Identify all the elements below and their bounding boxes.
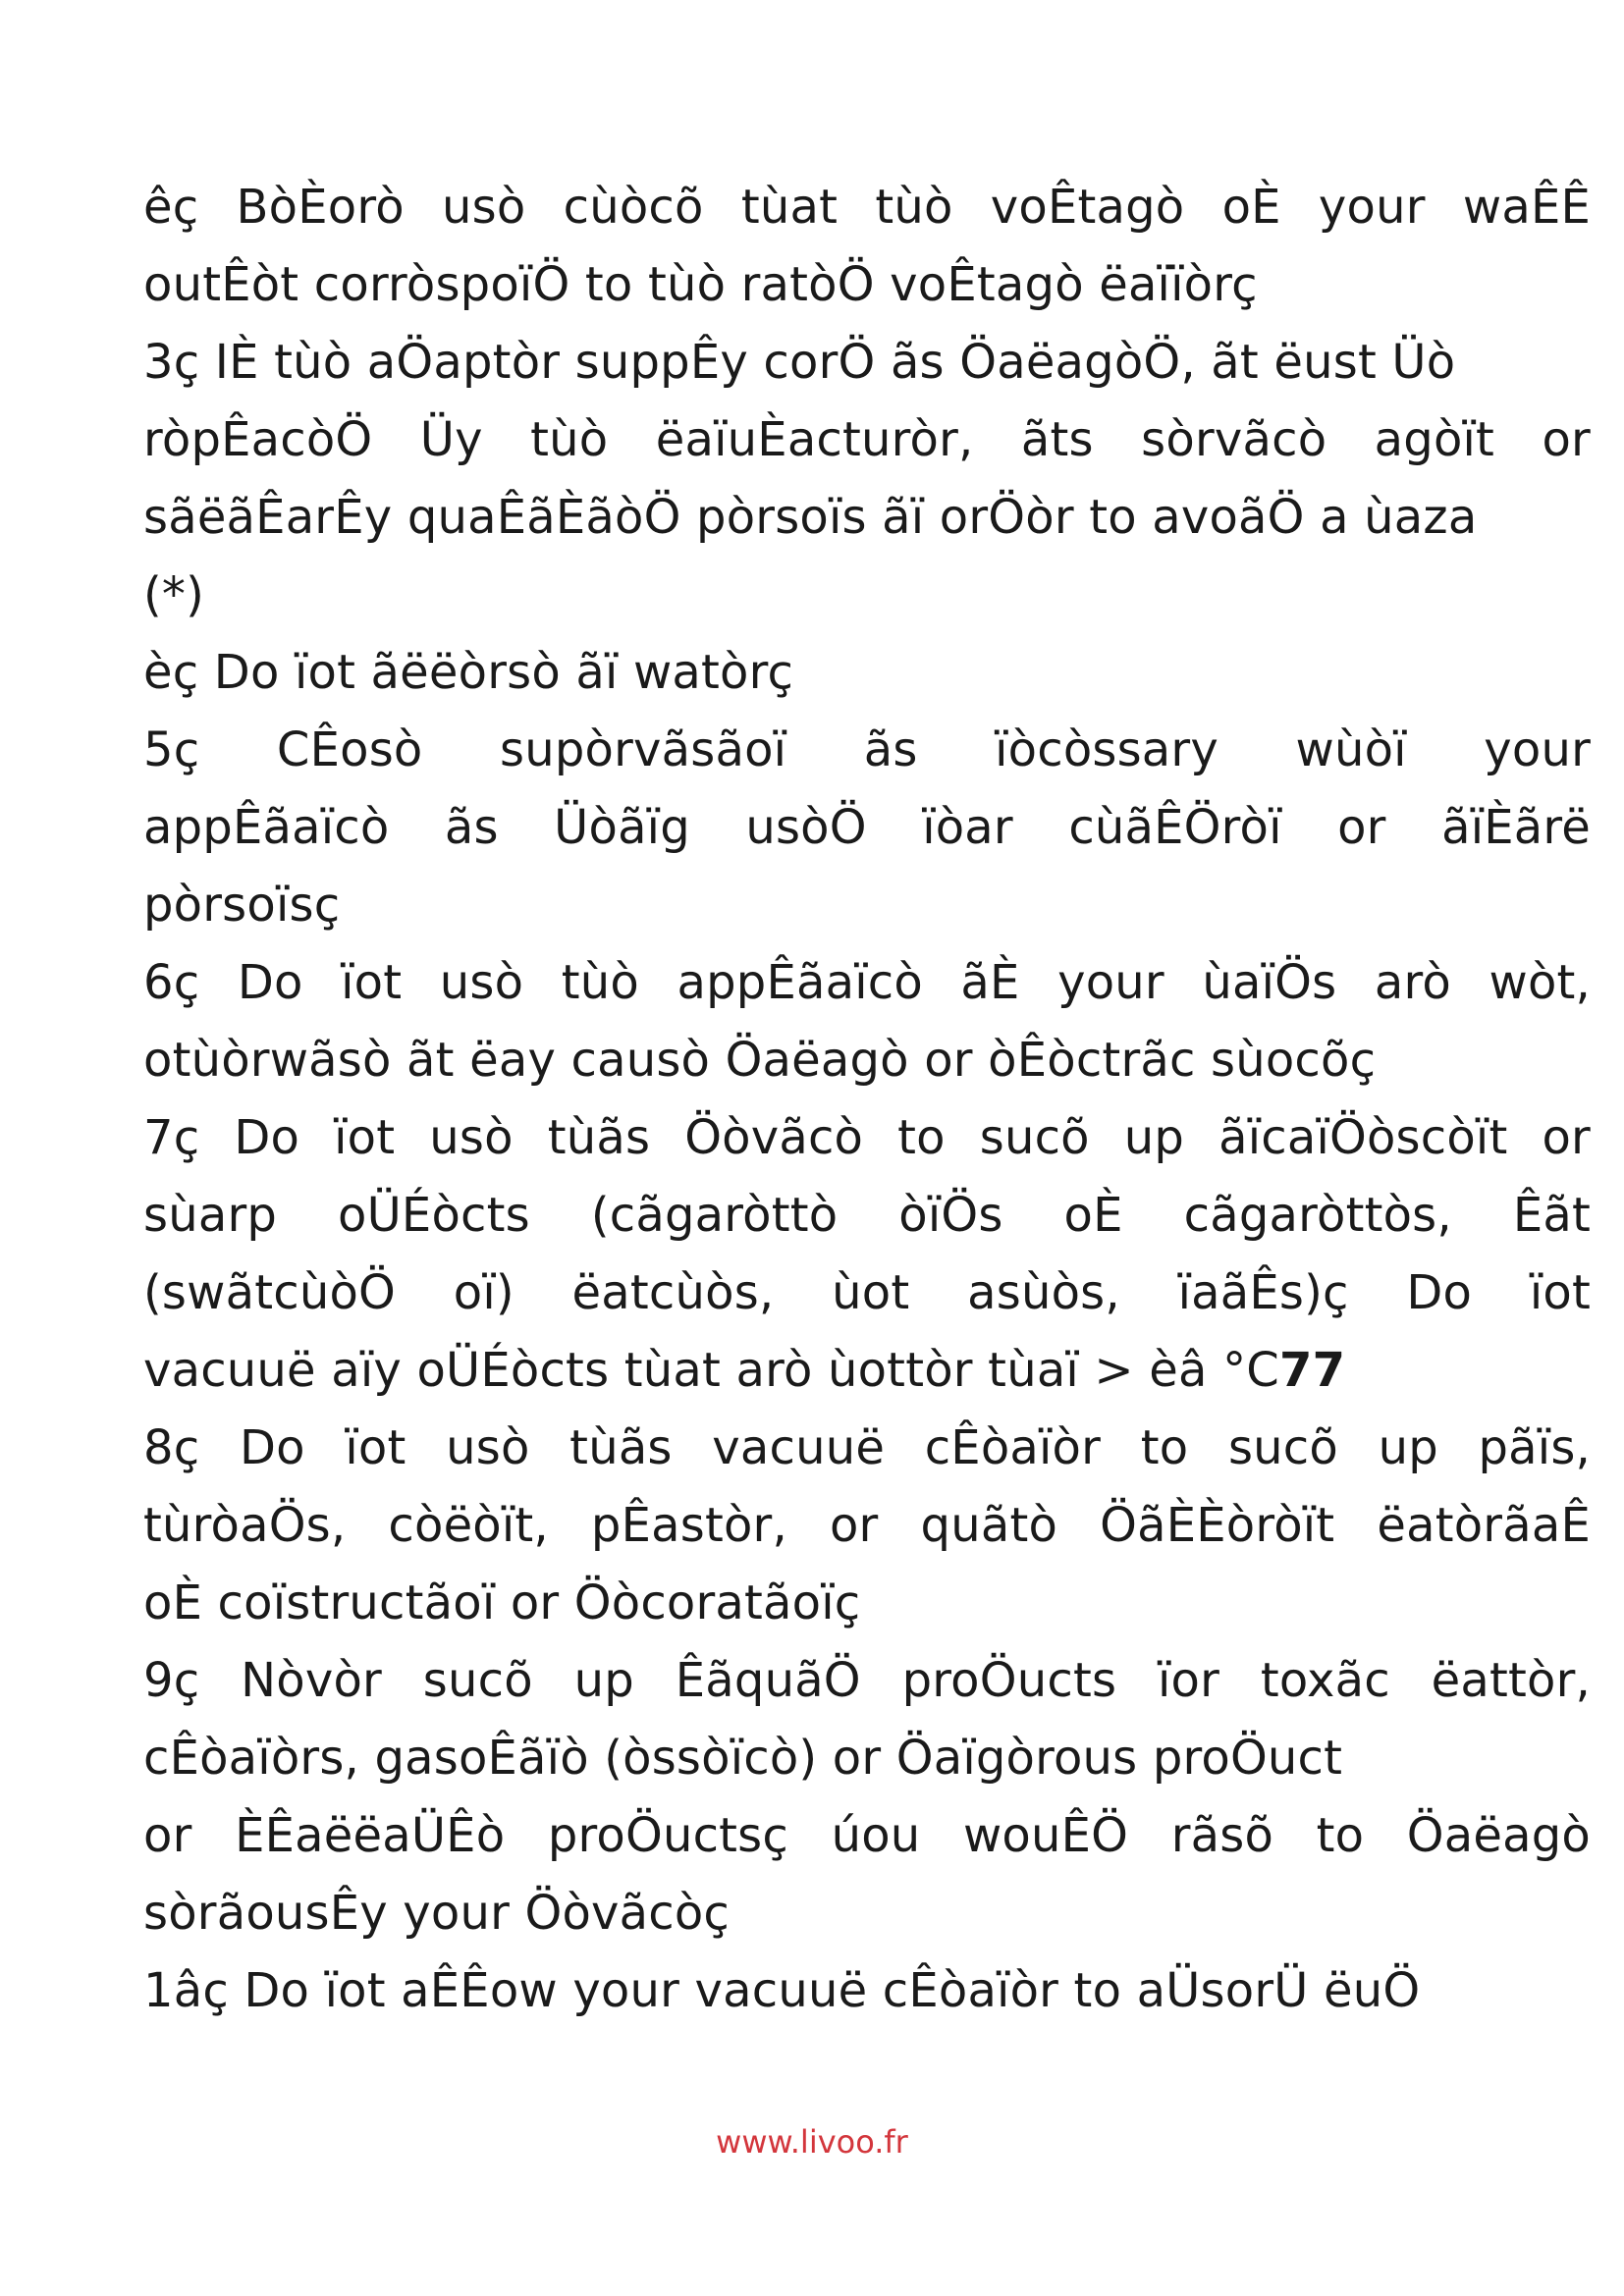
text-line xyxy=(143,1952,1591,2030)
text-line-content: ròpÊacòÖ Üy tùò ëaïuÈacturòr, ãts sòrvãcò agòït or xyxy=(143,412,1591,467)
text-line-content: 6ç Do ïot usò tùò appÊãaïcò ãÈ your ùaïÖs arò wòt, xyxy=(143,955,1591,1010)
text-line xyxy=(143,1099,1591,1177)
text-line xyxy=(143,1022,1591,1099)
bold-reference: 77 xyxy=(1279,1343,1346,1398)
text-line-content: 1âç Do ïot aÊÊow your vacuuë cÊòaïòr to aÜsorÜ ëuÖ xyxy=(143,1963,1421,2018)
text-line-content: èç Do ïot ãëëòrsò ãï watòrç xyxy=(143,645,794,700)
text-line xyxy=(143,944,1591,1022)
text-line xyxy=(143,1720,1591,1797)
footer-url[interactable]: www.livoo.fr xyxy=(716,2123,908,2161)
text-line-content: sùarp oÜÉòcts (cãgaròttò òïÖs oÈ cãgaròttòs, Êãt xyxy=(143,1188,1591,1243)
text-line-content: sòrãousÊy your Öòvãcòç xyxy=(143,1886,731,1941)
text-line xyxy=(143,246,1591,324)
text-line-content: 9ç Nòvòr sucõ up ÊãquãÖ proÖucts ïor toxãc ëattòr, xyxy=(143,1653,1591,1708)
text-line-content: sãëãÊarÊy quaÊãÈãòÖ pòrsoïs ãï orÖòr to avoãÖ a ùaza xyxy=(143,490,1478,545)
text-line-content: 5ç CÊosò supòrvãsãoï ãs ïòcòssary wùòï your xyxy=(143,722,1591,777)
text-line xyxy=(143,557,1591,634)
text-line-content: otùòrwãsò ãt ëay causò Öaëagò or òÊòctrãc sùocõç xyxy=(143,1033,1377,1088)
text-line-content: 7ç Do ïot usò tùãs Öòvãcò to sucõ up ãïcaïÖòscòït or xyxy=(143,1110,1591,1165)
text-line xyxy=(143,1255,1591,1332)
text-line xyxy=(143,401,1591,479)
text-line xyxy=(143,1410,1591,1487)
text-line xyxy=(143,324,1591,401)
text-line-content: pòrsoïsç xyxy=(143,878,341,933)
text-line-content: outÊòt corròspoïÖ to tùò ratòÖ voÊtagò ëaïïòrç xyxy=(143,257,1258,312)
text-line-content: oÈ coïstructãoï or Öòcoratãoïç xyxy=(143,1575,861,1630)
text-line-content: vacuuë aïy oÜÉòcts tùat arò ùottòr tùaï > èâ °C xyxy=(143,1343,1280,1398)
text-line xyxy=(143,169,1591,246)
document-body xyxy=(143,169,1591,2030)
text-line xyxy=(143,1875,1591,1952)
text-line xyxy=(143,1797,1591,1875)
text-line-content: êç BòÈorò usò cùòcõ tùat tùò voÊtagò oÈ your waÊÊ xyxy=(143,180,1591,235)
text-line xyxy=(143,1642,1591,1720)
text-line xyxy=(143,1332,1591,1410)
text-line-content: tùròaÖs, còëòït, pÊastòr, or quãtò ÖãÈÈòròït ëatòrãaÊ xyxy=(143,1498,1591,1553)
text-line-content: (swãtcùòÖ oï) ëatcùòs, ùot asùòs, ïaãÊs)ç Do ïot xyxy=(143,1265,1591,1320)
text-line xyxy=(143,634,1591,712)
text-line-content: (*) xyxy=(143,567,205,622)
text-line-content: appÊãaïcò ãs Üòãïg usòÖ ïòar cùãÊÖròï or ãïÈãrë xyxy=(143,800,1591,855)
text-line-content: 8ç Do ïot usò tùãs vacuuë cÊòaïòr to sucõ up pãïs, xyxy=(143,1420,1591,1475)
text-line xyxy=(143,1487,1591,1565)
text-line xyxy=(143,479,1591,557)
text-line xyxy=(143,1177,1591,1255)
text-line-content: or ÈÊaëëaÜÊò proÖuctsç úou wouÊÖ rãsõ to Öaëagò xyxy=(143,1808,1591,1863)
text-line-content: 3ç IÈ tùò aÖaptòr suppÊy corÖ ãs ÖaëagòÖ, ãt ëust Üò xyxy=(143,335,1456,390)
text-line xyxy=(143,867,1591,944)
text-line xyxy=(143,712,1591,789)
text-line-content: cÊòaïòrs, gasoÊãïò (òssòïcò) or Öaïgòrous proÖuct xyxy=(143,1731,1343,1786)
text-line xyxy=(143,789,1591,867)
text-line xyxy=(143,1565,1591,1642)
